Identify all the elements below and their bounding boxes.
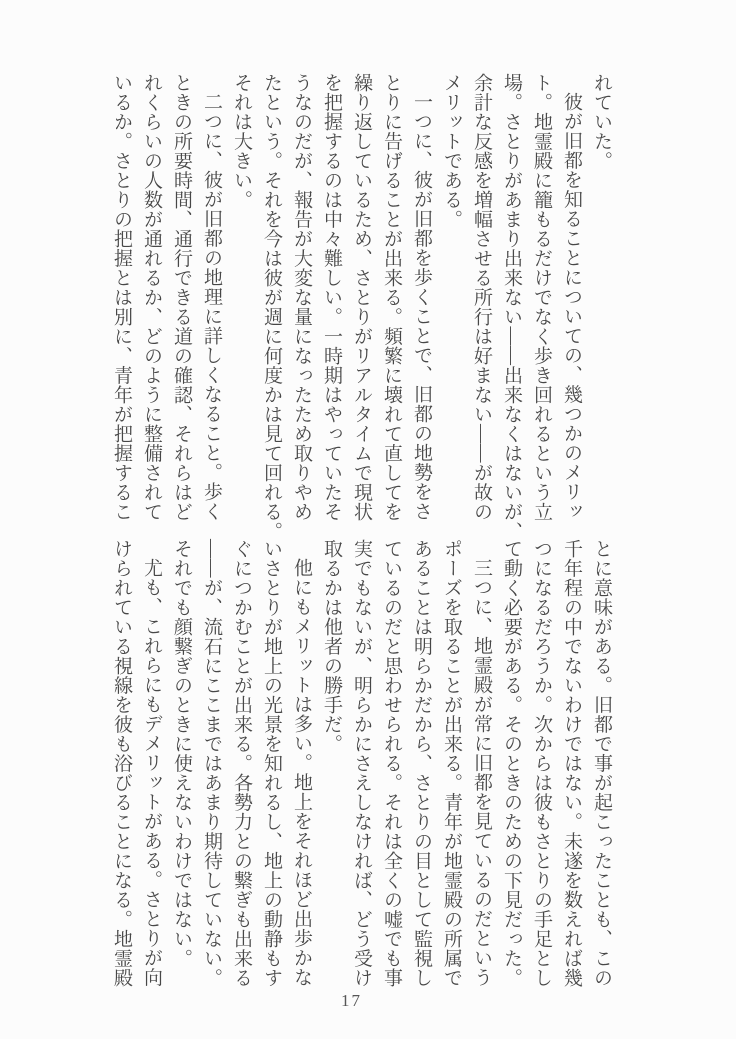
text-line: とに意味がある。旧都で事が起こったことも、この — [591, 539, 612, 988]
text-line: ときの所要時間、通行できる道の確認、それらはど — [171, 73, 192, 522]
text-block-bottom — [104, 539, 616, 988]
text-line: いさとりが地上の光景を知れるし、地上の動静もす — [261, 539, 282, 988]
text-line: て動く必要がある。そのときのための下見だった。 — [501, 539, 522, 988]
text-line: 三つに、地霊殿が常に旧都を見ているのだという — [471, 558, 492, 987]
text-line: 取るかは他者の勝手だ。 — [321, 539, 342, 754]
text-line: れていた。 — [591, 73, 612, 171]
text-line: いるか。さとりの把握とは別に、青年が把握するこ — [111, 73, 132, 522]
text-line: れくらいの人数が通れるか、どのように整備されて — [141, 73, 162, 522]
text-line: 二つに、彼が旧都の地理に詳しくなること。歩く — [201, 92, 222, 521]
text-line: メリットである。 — [441, 73, 462, 229]
text-line: つになるだろうか。次からは彼もさとりの手足とし — [531, 539, 552, 988]
text-line: けられている視線を彼も浴びることになる。地霊殿 — [111, 539, 132, 988]
text-line: たという。それを今は彼が週に何度かは見て回れる。 — [261, 73, 282, 541]
text-line: それでも顔繋ぎのときに使えないわけではない。 — [171, 539, 192, 968]
text-line: 繰り返しているため、さとりがリアルタイムで現状 — [351, 73, 372, 522]
text-line: それは大きい。 — [231, 73, 252, 210]
text-line: 余計な反感を増幅させる所行は好まない――が故の — [471, 73, 492, 522]
text-block-top — [104, 73, 616, 541]
text-line: ポーズを取ることが出来る。青年が地霊殿の所属で — [441, 539, 462, 988]
text-line: うなのだが、報告が大変な量になったため取りやめ — [291, 73, 312, 522]
text-line: ているのだと思わせられる。それは全くの嘘でも事 — [381, 539, 402, 988]
text-line: 一つに、彼が旧都を歩くことで、旧都の地勢をさ — [411, 92, 432, 521]
text-line: あることは明らかだから、さとりの目として監視し — [411, 539, 432, 988]
text-line: ぐにつかむことが出来る。各勢力との繋ぎも出来る — [231, 539, 252, 988]
text-line: 実でもないが、明らかにさえしなければ、どう受け — [351, 539, 372, 988]
text-line: 尤も、これらにもデメリットがある。さとりが向 — [141, 558, 162, 987]
text-line: ト。地霊殿に籠もるだけでなく歩き回れるという立 — [531, 73, 552, 522]
page-number: 17 — [341, 991, 362, 1010]
text-line: 千年程の中でないわけではない。未遂を数えれば幾 — [561, 539, 582, 988]
text-line: とりに告げることが出来る。頻繁に壊れて直してを — [381, 73, 402, 522]
text-line: を把握するのは中々難しい。一時期はやっていたそ — [321, 73, 342, 522]
text-line: ――が、流石にここまではあまり期待していない。 — [201, 539, 222, 988]
text-line: 他にもメリットは多い。地上をそれほど出歩かな — [291, 558, 312, 987]
text-line: 場。さとりがあまり出来ない――出来なくはないが、 — [501, 73, 522, 541]
text-line: 彼が旧都を知ることについての、幾つかのメリッ — [561, 92, 582, 521]
